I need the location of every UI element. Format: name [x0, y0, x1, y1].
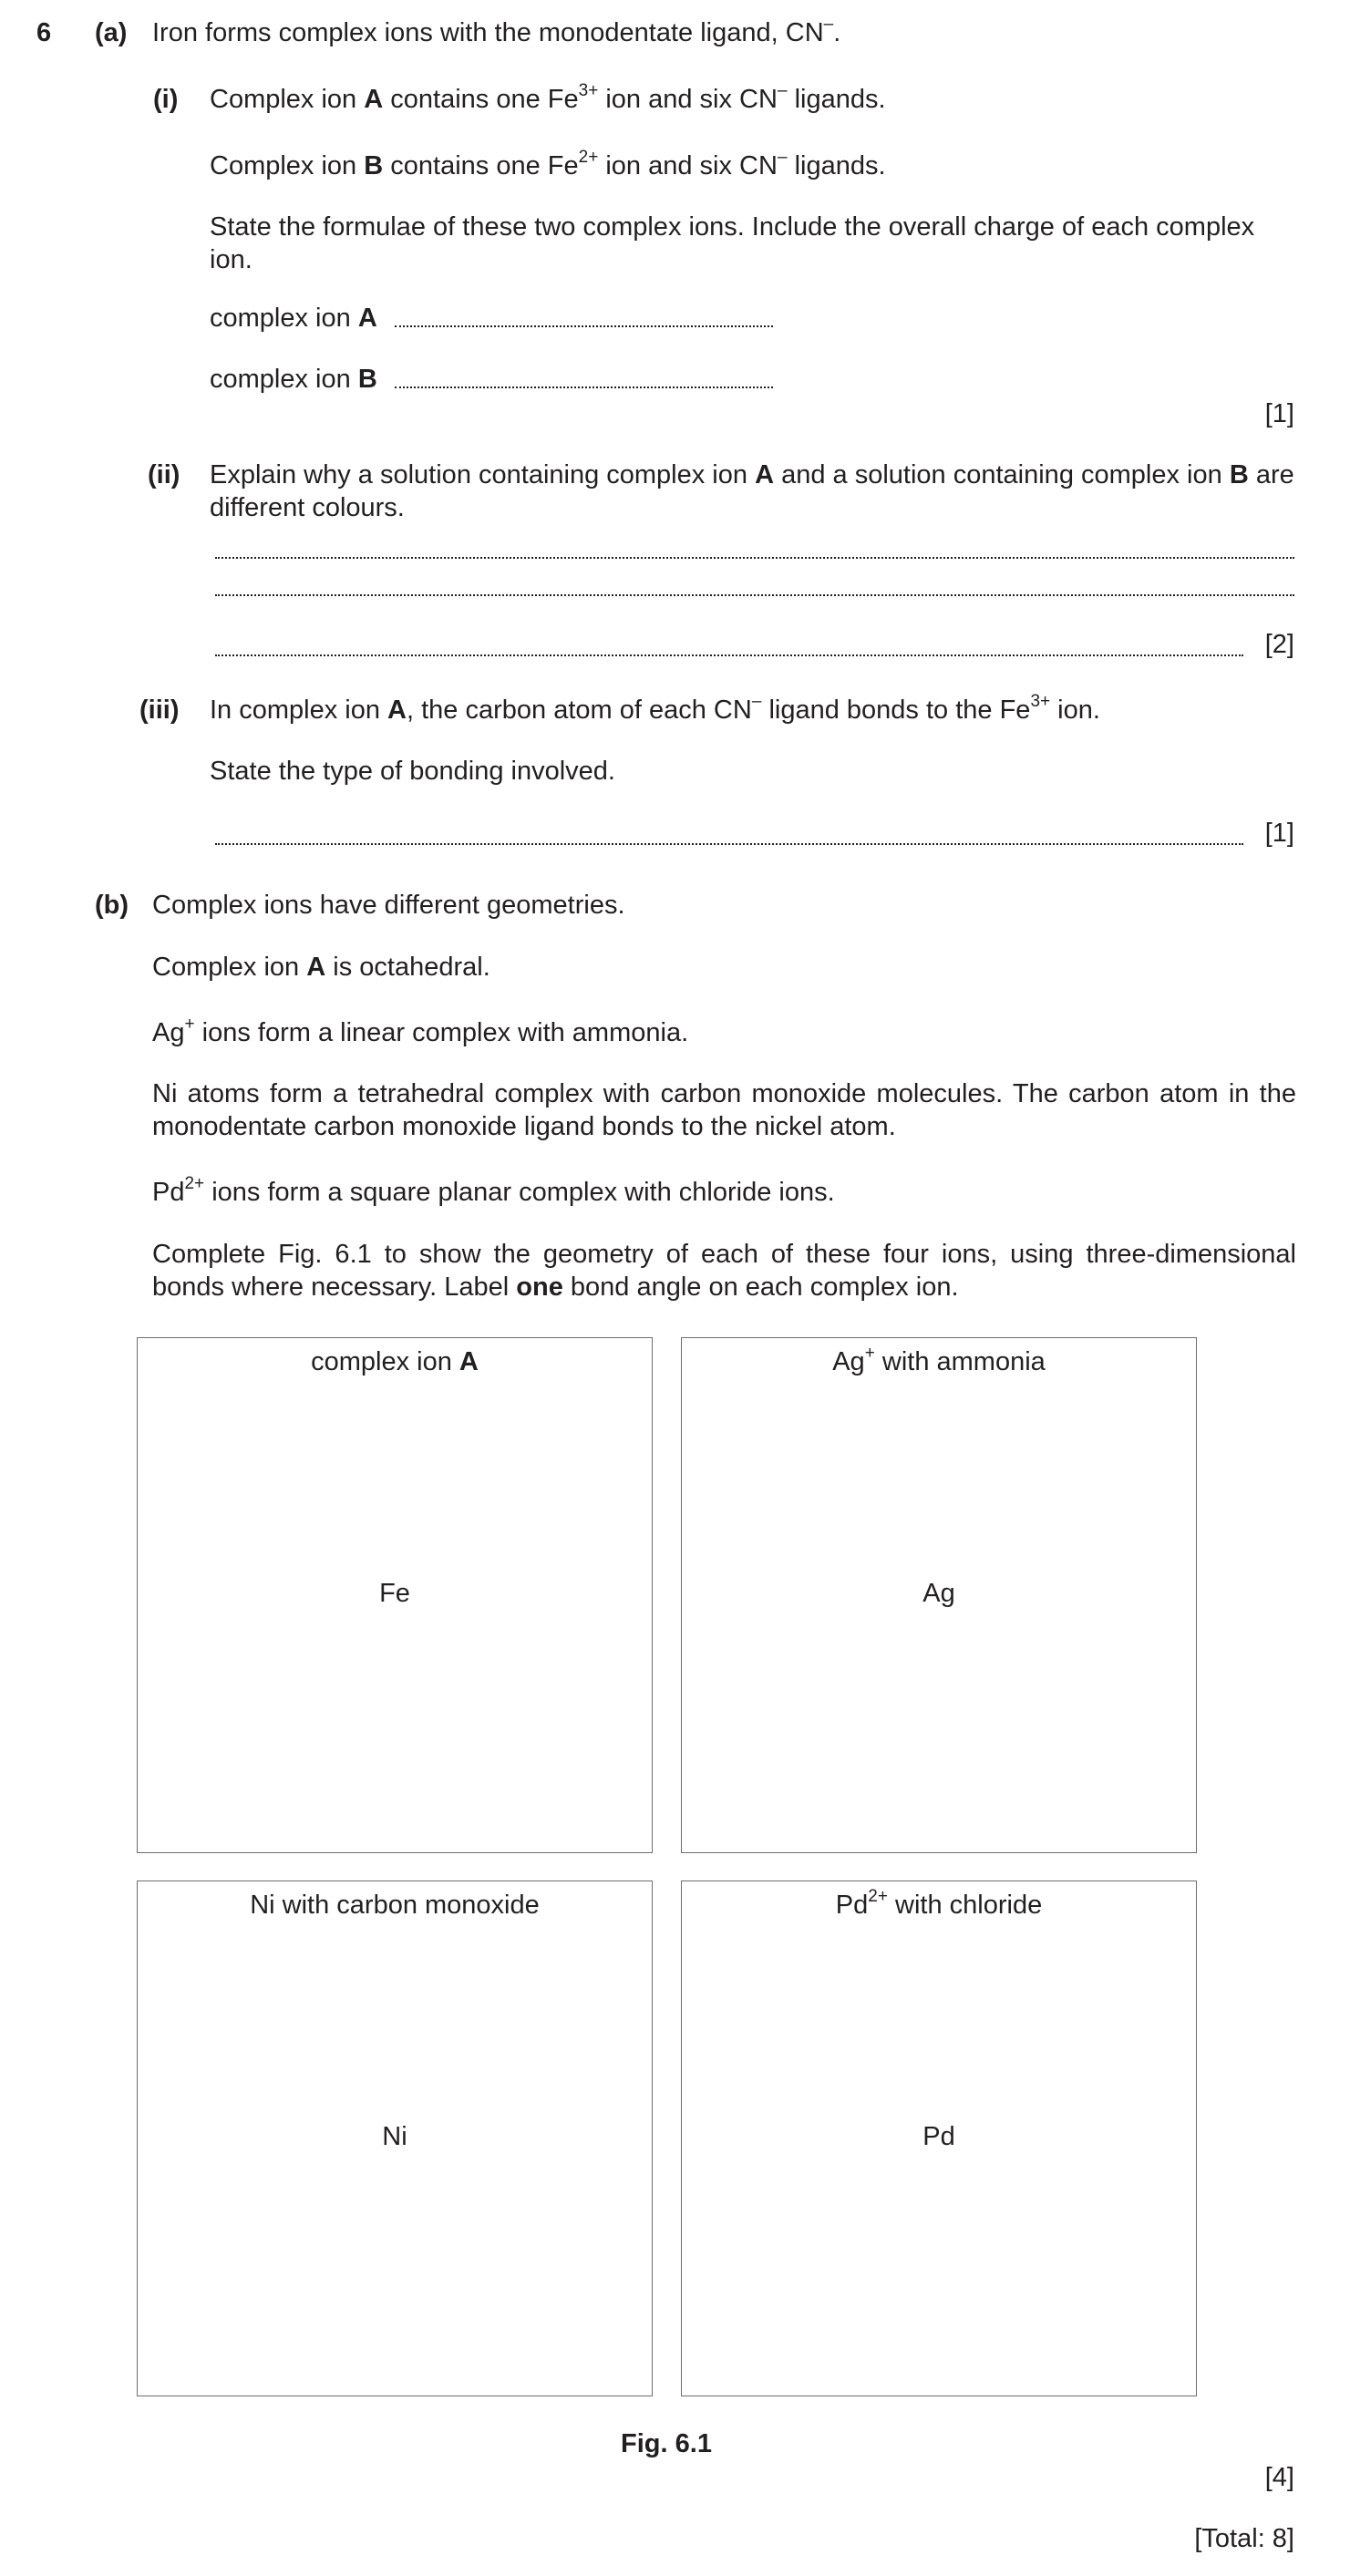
part-a-iii-label: (iii): [139, 696, 180, 725]
box-caption-pd-chloride: $Pd^{2+}$ with chloride: [835, 1887, 1043, 1920]
part-a-intro: Iron forms complex ions with the monodentate ligand, CN–.: [152, 15, 841, 47]
drawing-box-ni-co[interactable]: [137, 1880, 653, 2396]
part-b-p3: Ag+ ions form a linear complex with ammonia.: [152, 1015, 689, 1047]
box-caption-complex-a: complex ion A: [311, 1347, 479, 1376]
question-number: 6: [36, 18, 52, 47]
part-b-p1: Complex ions have different geometries.: [152, 891, 625, 920]
part-b-p2: Complex ion A is octahedral.: [152, 953, 490, 982]
mark-a-i: [1]: [1264, 399, 1294, 428]
part-a-i-label: (i): [153, 85, 179, 114]
part-a-i-instruction: State the formulae of these two complex ions. Include the overall charge of each complex ion.: [210, 212, 1255, 274]
figure-caption: Fig. 6.1: [621, 2429, 712, 2458]
answer-line-complex-a[interactable]: [395, 325, 773, 327]
answer-line-ii-2[interactable]: [215, 594, 1294, 596]
atom-label-fe: Fe: [379, 1579, 410, 1608]
answer-line-ii-3[interactable]: [215, 654, 1243, 656]
part-a-iii-instruction: State the type of bonding involved.: [210, 757, 615, 786]
mark-a-iii: [1]: [1264, 819, 1294, 848]
part-a-label: (a): [95, 18, 128, 47]
answer-line-ii-1[interactable]: [215, 557, 1294, 559]
answer-line-iii[interactable]: [215, 843, 1243, 845]
atom-label-ni: Ni: [382, 2122, 407, 2151]
box-caption-ag-ammonia: Ag+ with ammonia: [832, 1344, 1046, 1376]
part-b-label: (b): [95, 891, 129, 920]
box-caption-ni-co: Ni with carbon monoxide: [250, 1891, 540, 1920]
part-a-iii-text: In complex ion A, the carbon atom of each CN– ligand bonds to the $Fe^{3+}$ ion.: [210, 692, 1100, 725]
part-a-ii-text: Explain why a solution containing complex ion A and a solution containing complex ion B are different colours.: [210, 460, 1294, 522]
part-b-p4: Ni atoms form a tetrahedral complex with carbon monoxide molecules. The carbon atom in the monodentate carbon monoxide ligand bonds to the nickel atom.: [152, 1079, 1296, 1141]
answer-label-complex-b: complex ion B: [210, 365, 377, 394]
atom-label-ag: Ag: [922, 1579, 955, 1608]
answer-line-complex-b[interactable]: [395, 386, 773, 388]
part-b-p5: $Pd^{2+}$ ions form a square planar complex with chloride ions.: [152, 1174, 835, 1207]
part-a-i-line1: Complex ion A contains one $Fe^{3+}$ ion and six CN– ligands.: [210, 81, 886, 114]
atom-label-pd: Pd: [922, 2122, 955, 2151]
part-a-i-line2: Complex ion B contains one $Fe^{2+}$ ion and six CN– ligands.: [210, 148, 886, 180]
drawing-box-ag-ammonia[interactable]: [681, 1337, 1197, 1853]
mark-b: [4]: [1264, 2463, 1294, 2492]
part-b-p6: Complete Fig. 6.1 to show the geometry of each of these four ions, using three-dimensional bonds where necessary. Label one bond angle on each complex ion.: [152, 1240, 1296, 1302]
drawing-box-complex-a[interactable]: [137, 1337, 653, 1853]
part-a-ii-label: (ii): [148, 460, 180, 489]
drawing-box-pd-chloride[interactable]: [681, 1880, 1197, 2396]
total-marks: [Total: 8]: [1194, 2524, 1294, 2553]
answer-label-complex-a: complex ion A: [210, 304, 377, 333]
mark-a-ii: [2]: [1264, 630, 1294, 659]
